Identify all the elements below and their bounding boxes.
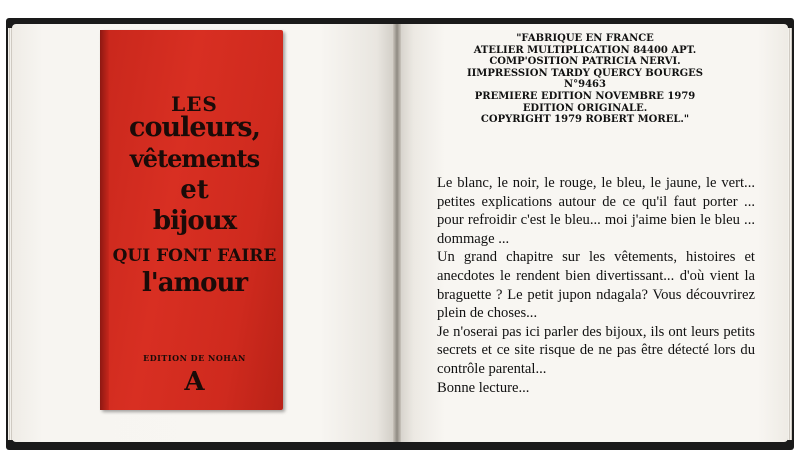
colophon-line: N°9463 (564, 79, 606, 91)
cover-title-et: et (180, 175, 209, 205)
colophon-line: ATELIER MULTIPLICATION 84400 APT. (473, 44, 697, 56)
colophon-line: PREMIERE EDITION NOVEMBRE 1979 (474, 90, 696, 102)
description-paragraph: Bonne lecture... (437, 379, 530, 396)
cover-title-les: LES (171, 92, 218, 116)
colophon-line: COMP'OSITION PATRICIA NERVI. (489, 56, 681, 68)
description-paragraph: Je n'oserai pas ici parler des bijoux, ils ont leurs petits secrets et ce site risque de ne pas être détecté lors du contrôle parental... (437, 323, 755, 377)
colophon-line: IIMPRESSION TARDY QUERCY BOURGES (466, 67, 704, 79)
book-description (437, 174, 755, 397)
description-paragraph: Un grand chapitre sur les vêtements, histoires et anecdotes le rendent bien divertissant... d'où vient la braguette ? Le petit jupon ndagala? Vous découvrirez plein de choses... (437, 249, 755, 322)
publisher-logo: A (184, 367, 205, 397)
cover-title-bijoux: bijoux (152, 206, 237, 236)
cover-title-amour: l'amour (141, 268, 248, 298)
cover-title-vetements: vêtements (129, 144, 260, 173)
cover-title-couleurs: couleurs, (129, 112, 260, 143)
colophon-line: EDITION ORIGINALE. (522, 102, 648, 114)
cover-subtitle: QUI FONT FAIRE (112, 246, 277, 266)
cover-publisher: EDITION DE NOHAN (143, 353, 246, 363)
description-paragraph: Le blanc, le noir, le rouge, le bleu, le jaune, le vert... petites explications autour de ce qu'il faut porter ... pour refroidir c'est le bleu... moi j'aime bien le bleu ... dommage ... (437, 175, 755, 247)
colophon (460, 33, 710, 126)
colophon-line: "FABRIQUE EN FRANCE (516, 33, 654, 44)
book-cover-image (100, 30, 283, 410)
cover-spine (100, 30, 109, 410)
book-gutter (393, 24, 401, 442)
colophon-line: COPYRIGHT 1979 ROBERT MOREL." (480, 114, 690, 126)
